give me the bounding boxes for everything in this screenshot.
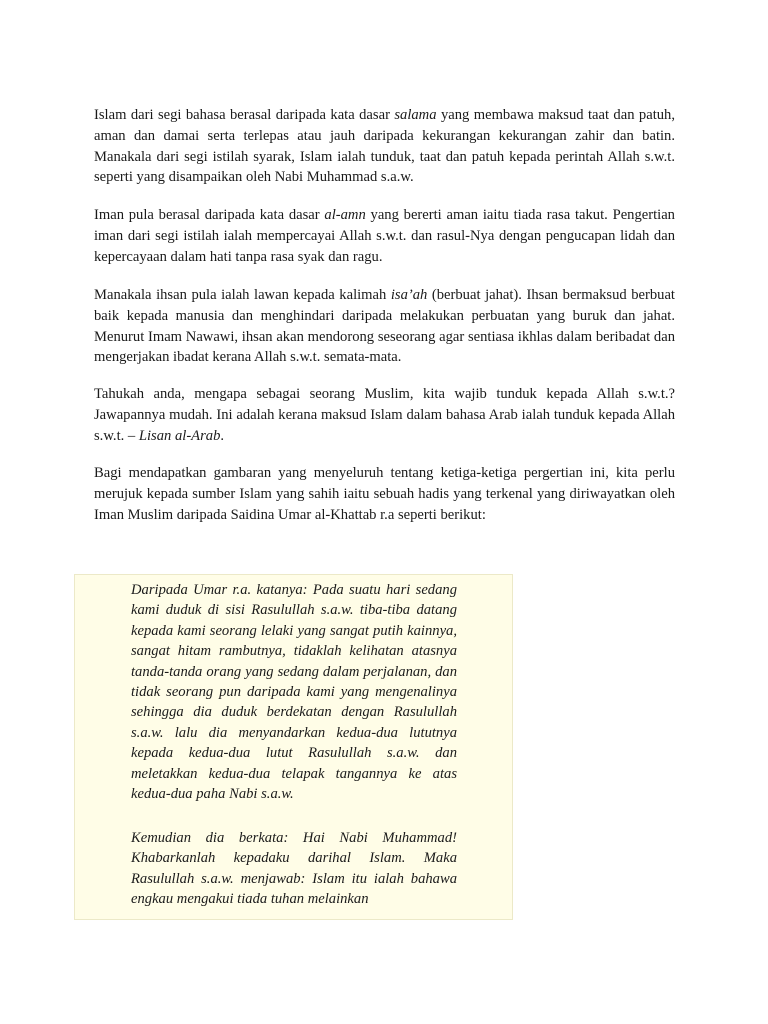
- paragraph-text: (berbuat jahat). Ihsan bermaksud berbuat baik kepada manusia dan menghindari daripada melakukan perbuatan yang buruk dan jahat. Menurut Imam Nawawi, ihsan akan mendorong seseorang agar sentiasa ikhlas dalam beribadat dan mengerjakan ibadat kerana Allah s.w.t. semata-mata.: [94, 287, 675, 366]
- italic-term: al-amn: [324, 207, 366, 223]
- paragraph-text: Islam dari segi bahasa berasal daripada kata dasar: [94, 107, 395, 123]
- paragraph-ihsan-definition: [94, 285, 675, 368]
- paragraph-islam-definition: [94, 105, 675, 188]
- paragraph-text: yang membawa maksud taat dan patuh, aman dan damai serta terlepas atau jauh daripada kekurangan kekurangan zahir dan batin. Manakala dari segi istilah syarak, Islam ialah tunduk, taat dan patuh kepada perintah Allah s.w.t. seperti yang disampaikan oleh Nabi Muhammad s.a.w.: [94, 107, 676, 186]
- paragraph-why-submit: [94, 384, 675, 446]
- paragraph-text: .: [220, 427, 225, 444]
- hadith-quote-box: [74, 574, 513, 920]
- italic-source: Lisan al-Arab: [138, 427, 221, 444]
- paragraph-text: yang bererti aman iaitu tiada rasa takut. Pengertian iman dari segi istilah ialah mempercayai Allah s.w.t. dan rasul-Nya dengan pengucapan lidah dan kepercayaan dalam hati tanpa rasa syak dan ragu.: [94, 207, 675, 265]
- italic-term: isa’ah: [390, 287, 428, 303]
- hadith-quote-paragraph-2: Kemudian dia berkata: Hai Nabi Muhammad! Khabarkanlah kepadaku darihal Islam. Maka Rasulullah s.a.w. menjawab: Islam itu ialah bahawa engkau mengakui tiada tuhan melainkan: [131, 830, 457, 908]
- paragraph-text: Bagi mendapatkan gambaran yang menyeluruh tentang ketiga-ketiga pergertian ini, kita perlu merujuk kepada sumber Islam yang sahih iaitu sebuah hadis yang terkenal yang diriwayatkan oleh Iman Muslim daripada Saidina Umar al-Khattab r.a seperti berikut:: [94, 465, 675, 523]
- paragraph-iman-definition: [94, 205, 675, 267]
- hadith-quote-paragraph-1: Daripada Umar r.a. katanya: Pada suatu hari sedang kami duduk di sisi Rasulullah s.a.w. tiba-tiba datang kepada kami seorang lelaki yang sangat putih kainnya, sangat hitam rambutnya, tidaklah kelihatan atasnya tanda-tanda orang yang sedang dalam perjalanan, dan tidak seorang pun daripada kami yang mengenalinya sehingga dia duduk berdekatan dengan Rasulullah s.a.w. lalu dia menyandarkan kedua-dua lututnya kepada kedua-dua lutut Rasulullah s.a.w. dan meletakkan kedua-dua telapak tangannya ke atas kedua-dua paha Nabi s.a.w.: [131, 582, 457, 803]
- paragraph-text: Tahukah anda, mengapa sebagai seorang Muslim, kita wajib tunduk kepada Allah s.w.t.? Jawapannya mudah. Ini adalah kerana maksud Islam dalam bahasa Arab ialah tunduk kepada Allah s.w.t. –: [94, 386, 675, 444]
- paragraph-hadith-intro: [94, 463, 675, 525]
- paragraph-text: Iman pula berasal daripada kata dasar: [94, 207, 325, 223]
- italic-term: salama: [394, 107, 437, 123]
- paragraph-text: Manakala ihsan pula ialah lawan kepada kalimah: [94, 287, 391, 303]
